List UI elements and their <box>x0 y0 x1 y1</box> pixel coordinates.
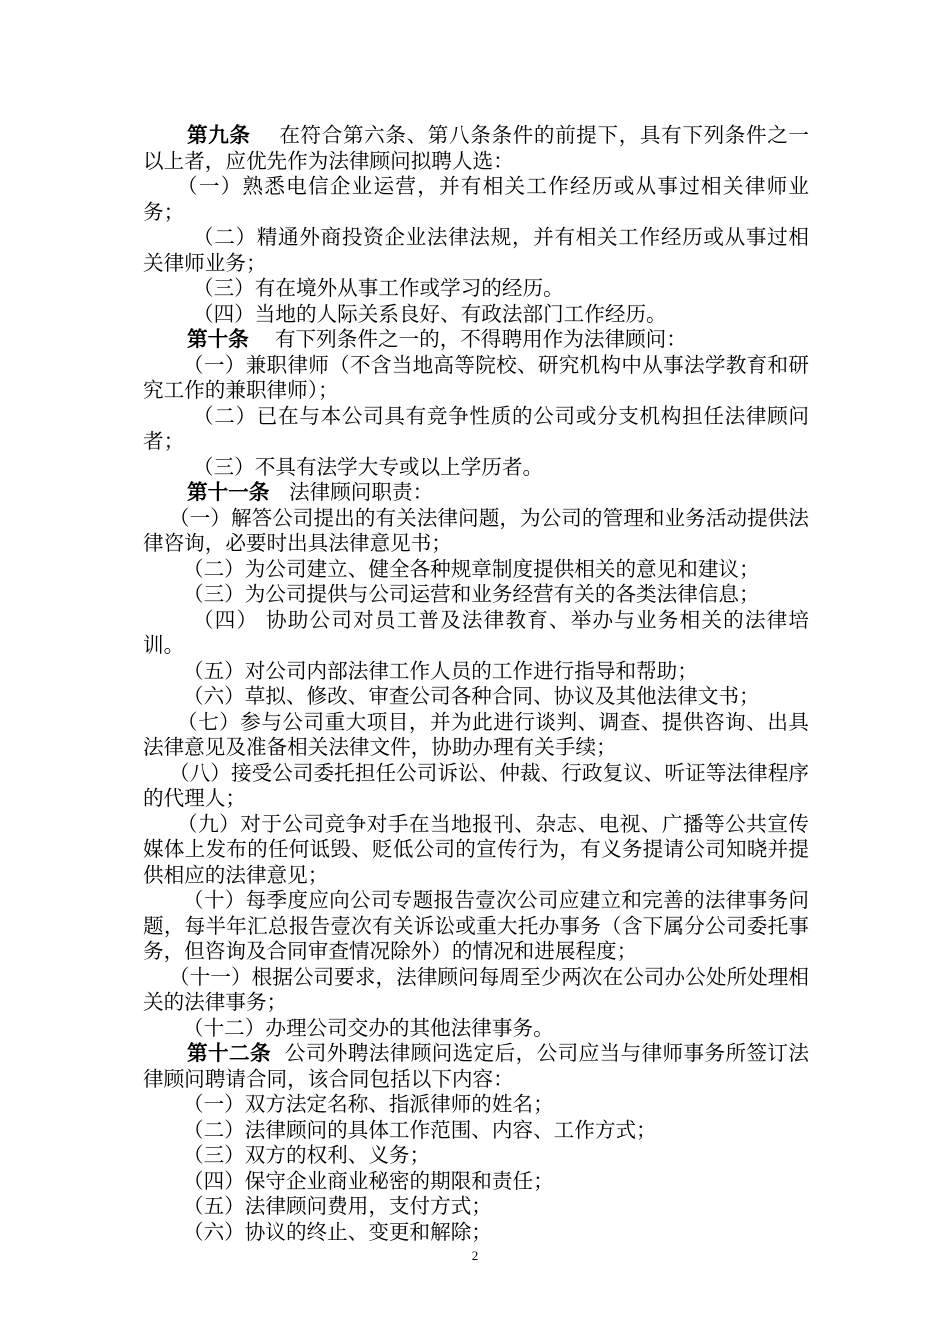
article-12-item: （六）协议的终止、变更和解除； <box>183 1219 492 1244</box>
article-11-heading: 第十一条 <box>187 480 270 504</box>
article-11-item: （三）为公司提供与公司运营和业务经营有关的各类法律信息； <box>183 582 760 606</box>
article-11-paragraph <box>143 480 809 506</box>
article-12-item: （五）法律顾问费用，支付方式； <box>183 1194 492 1218</box>
article-10-item: （一）兼职律师（不含当地高等院校、研究机构中从事法学教育和研究工作的兼职律师）； <box>143 352 809 402</box>
article-12-item: （三）双方的权利、义务； <box>183 1143 431 1167</box>
article-9-paragraph <box>143 123 809 174</box>
article-11-intro: 法律顾问职责： <box>289 480 434 504</box>
article-9-item: （三）有在境外从事工作或学习的经历。 <box>193 276 564 300</box>
article-9-intro: 在符合第六条、第八条条件的前提下，具有下列条件之一以上者，应优先作为法律顾问拟聘人选： <box>143 123 810 173</box>
article-11-item: （二）为公司建立、健全各种规章制度提供相关的意见和建议； <box>183 556 760 581</box>
article-10-item: （二）已在与本公司具有竞争性质的公司或分支机构担任法律顾问者； <box>143 403 809 453</box>
article-10-heading: 第十条 <box>187 327 249 351</box>
article-12-heading: 第十二条 <box>187 1041 271 1065</box>
article-11-item: （五）对公司内部法律工作人员的工作进行指导和帮助； <box>183 658 698 683</box>
article-9-item: （二）精通外商投资企业法律法规，并有相关工作经历或从事过相关律师业务； <box>143 225 809 275</box>
article-9-item: （四）当地的人际关系良好、有政法部门工作经历。 <box>193 301 667 326</box>
article-10-item: （三）不具有法学大专或以上学历者。 <box>193 454 544 479</box>
article-10-intro: 有下列条件之一的，不得聘用作为法律顾问： <box>274 327 687 351</box>
article-11-item: （十二）办理公司交办的其他法律事务。 <box>183 1015 554 1040</box>
article-9-item: （一）熟悉电信企业运营，并有相关工作经历或从事过相关律师业务； <box>143 174 809 224</box>
article-11-item: （四） 协助公司对员工普及法律教育、举办与业务相关的法律培训。 <box>143 607 809 657</box>
article-12-intro: 公司外聘法律顾问选定后，公司应当与律师事务所签订法律顾问聘请合同，该合同包括以下内容： <box>143 1041 810 1091</box>
article-12-paragraph <box>143 1041 809 1092</box>
article-11-item: （七）参与公司重大项目，并为此进行谈判、调查、提供咨询、出具法律意见及准备相关法律文件，协助办理有关手续； <box>143 709 809 759</box>
document-body <box>143 123 809 1245</box>
article-11-item: （九）对于公司竞争对手在当地报刊、杂志、电视、广播等公共宣传媒体上发布的任何诋毁、贬低公司的宣传行为，有义务提请公司知晓并提供相应的法律意见； <box>143 811 809 887</box>
article-9-heading: 第九条 <box>187 123 251 147</box>
article-12-item: （二）法律顾问的具体工作范围、内容、工作方式； <box>183 1117 657 1142</box>
article-12-item: （一）双方法定名称、指派律师的姓名； <box>183 1092 554 1116</box>
article-10-paragraph <box>143 327 809 353</box>
article-12-item: （四）保守企业商业秘密的期限和责任； <box>183 1168 554 1193</box>
article-11-item: （十一）根据公司要求，法律顾问每周至少两次在公司办公处所处理相关的法律事务； <box>143 964 809 1014</box>
article-11-item: （十）每季度应向公司专题报告壹次公司应建立和完善的法律事务问题，每半年汇总报告壹次有关诉讼或重大托办事务（含下属分公司委托事务，但咨询及合同审查情况除外）的情况和进展程度； <box>143 888 809 963</box>
article-11-item: （八）接受公司委托担任公司诉讼、仲裁、行政复议、听证等法律程序的代理人； <box>143 760 809 810</box>
article-11-item: （六）草拟、修改、审查公司各种合同、协议及其他法律文书； <box>183 684 760 708</box>
page-number: 2 <box>471 1248 479 1263</box>
article-11-item: （一）解答公司提出的有关法律问题，为公司的管理和业务活动提供法律咨询，必要时出具法律意见书； <box>143 505 809 555</box>
